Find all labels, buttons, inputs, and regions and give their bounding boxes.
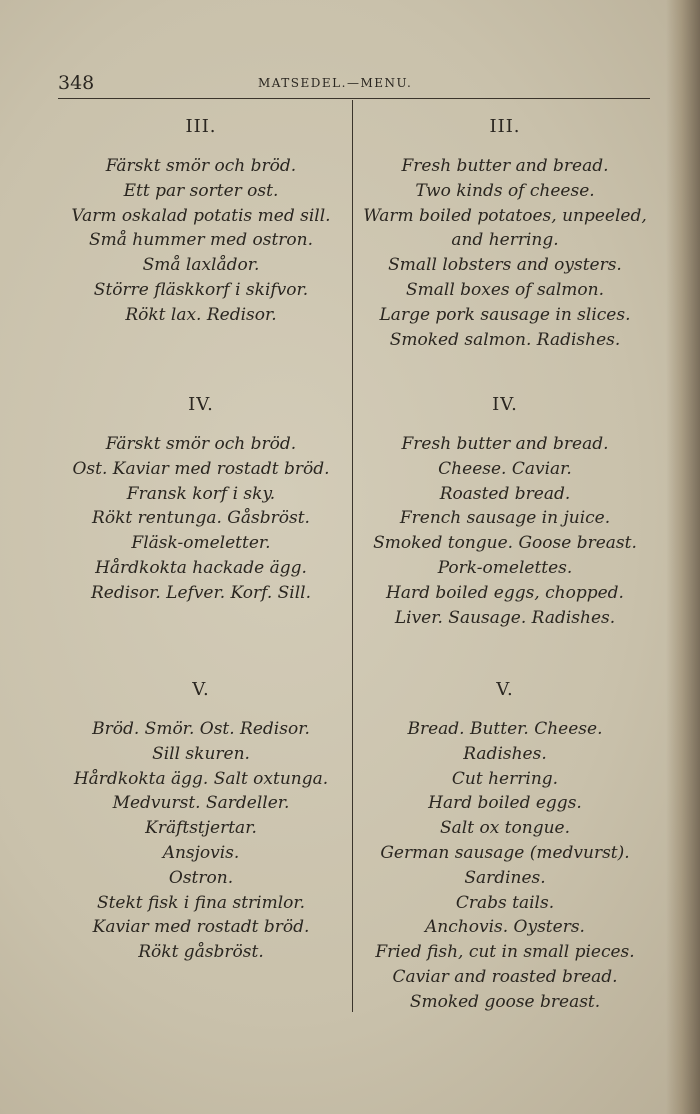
- menu-line: Hårdkokta ägg. Salt oxtunga.: [73, 768, 329, 789]
- menu-line: Fresh butter and bread.: [401, 434, 609, 454]
- menu-line: Hårdkokta hackade ägg.: [95, 557, 307, 578]
- menu-section-iii-swedish: [52, 114, 350, 328]
- menu-line: Kräftstjertar.: [145, 818, 257, 839]
- menu-section-v-english: [355, 677, 655, 1015]
- page-number: 348: [58, 72, 95, 94]
- column-divider: [352, 100, 353, 1012]
- menu-line: Fläsk-omeletter.: [131, 533, 271, 554]
- menu-section-iii-english: [355, 114, 655, 352]
- section-numeral: III.: [185, 116, 217, 137]
- menu-line: Rökt lax. Redisor.: [125, 304, 277, 325]
- menu-line: Hard boiled eggs, chopped.: [386, 582, 624, 603]
- menu-line: Ett par sorter ost.: [123, 180, 279, 201]
- menu-line: Sardines.: [464, 867, 546, 888]
- swedish-column: [52, 100, 350, 1012]
- menu-line: Färskt smör och bröd.: [105, 156, 297, 176]
- section-numeral: V.: [192, 679, 210, 700]
- menu-line: Bread. Butter. Cheese.: [407, 719, 603, 739]
- menu-line: Rökt gåsbröst.: [138, 942, 264, 963]
- menu-line: Fried fish, cut in small pieces.: [375, 942, 635, 963]
- menu-line: German sausage (medvurst).: [380, 842, 630, 863]
- menu-line: Små hummer med ostron.: [88, 230, 313, 251]
- menu-line: Redisor. Lefver. Korf. Sill.: [90, 582, 312, 603]
- menu-line: Större fläskkorf i skifvor.: [93, 279, 309, 300]
- menu-line: Caviar and roasted bread.: [392, 966, 618, 987]
- page-header: [58, 72, 650, 96]
- menu-line: Färskt smör och bröd.: [105, 434, 297, 454]
- menu-line: Small boxes of salmon.: [405, 279, 604, 300]
- menu-line: Radishes.: [463, 743, 547, 764]
- menu-line: Fresh butter and bread.: [401, 156, 609, 176]
- menu-line: Small lobsters and oysters.: [388, 255, 622, 276]
- menu-line: Salt ox tongue.: [440, 818, 570, 839]
- menu-section-iv-swedish: [52, 392, 350, 606]
- menu-line: Large pork sausage in slices.: [379, 304, 631, 325]
- menu-line: Anchovis. Oysters.: [425, 917, 585, 938]
- menu-line: and herring.: [451, 230, 559, 251]
- menu-line: Ostron.: [168, 867, 234, 888]
- menu-line: Ost. Kaviar med rostadt bröd.: [72, 458, 330, 479]
- header-rule: [58, 98, 650, 99]
- menu-line: Hard boiled eggs.: [428, 793, 582, 814]
- menu-section-v-swedish: [52, 677, 350, 965]
- section-numeral: IV.: [188, 394, 214, 415]
- menu-section-iv-english: [355, 392, 655, 630]
- menu-line: Cut herring.: [451, 768, 559, 789]
- menu-line: Kaviar med rostadt bröd.: [92, 917, 310, 938]
- menu-line: Stekt fisk i fina strimlor.: [96, 892, 306, 913]
- menu-line: Små laxlådor.: [142, 255, 260, 276]
- menu-line: Rökt rentunga. Gåsbröst.: [92, 508, 310, 529]
- english-column: [355, 100, 655, 1012]
- menu-line: Warm boiled potatoes, unpeeled,: [363, 205, 647, 226]
- menu-line: Sill skuren.: [152, 743, 250, 764]
- menu-line: Cheese. Caviar.: [438, 458, 572, 479]
- menu-line: French sausage in juice.: [399, 508, 611, 529]
- menu-line: Bröd. Smör. Ost. Redisor.: [92, 719, 310, 739]
- menu-line: Ansjovis.: [162, 842, 240, 863]
- menu-line: Smoked goose breast.: [409, 991, 601, 1012]
- menu-line: Crabs tails.: [455, 892, 555, 913]
- menu-line: Pork-omelettes.: [437, 557, 573, 578]
- section-numeral: III.: [489, 116, 521, 137]
- menu-line: Roasted bread.: [439, 483, 571, 504]
- page-edge-shadow: [666, 0, 700, 1114]
- section-numeral: V.: [496, 679, 514, 700]
- menu-line: Two kinds of cheese.: [415, 180, 595, 201]
- menu-line: Smoked salmon. Radishes.: [389, 329, 621, 350]
- section-numeral: IV.: [492, 394, 518, 415]
- menu-line: Smoked tongue. Goose breast.: [373, 533, 637, 554]
- menu-line: Varm oskalad potatis med sill.: [71, 205, 331, 226]
- running-title: MATSEDEL.—MENU.: [258, 76, 413, 90]
- menu-line: Fransk korf i sky.: [126, 483, 276, 504]
- menu-line: Liver. Sausage. Radishes.: [394, 607, 616, 628]
- menu-line: Medvurst. Sardeller.: [112, 793, 290, 814]
